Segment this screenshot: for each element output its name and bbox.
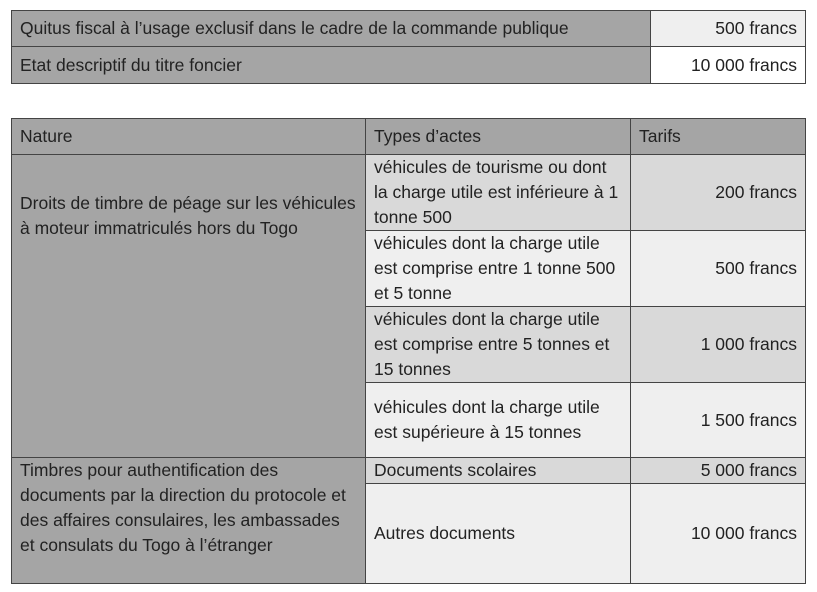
table-row	[12, 11, 806, 47]
tarif-cell: 1 000 francs	[631, 307, 806, 383]
tarif-cell: 10 000 francs	[651, 47, 806, 84]
fee-table-top	[11, 10, 806, 84]
tarif-cell: 500 francs	[651, 11, 806, 47]
tarif-cell: 5 000 francs	[631, 458, 806, 484]
type-cell: véhicules de tourisme ou dont la charge utile est inférieure à 1 tonne 500	[366, 155, 631, 231]
tarif-cell: 500 francs	[631, 231, 806, 307]
type-cell: véhicules dont la charge utile est comprise entre 5 tonnes et 15 tonnes	[366, 307, 631, 383]
header-nature: Nature	[12, 119, 366, 155]
table-row	[12, 155, 806, 231]
nature-cell: Etat descriptif du titre foncier	[12, 47, 651, 84]
header-row	[12, 119, 806, 155]
header-tarifs: Tarifs	[631, 119, 806, 155]
table-row	[12, 458, 806, 484]
nature-cell: Droits de timbre de péage sur les véhicules à moteur immatriculés hors du Togo	[12, 155, 366, 458]
fee-table-main	[11, 118, 806, 584]
tarif-cell: 1 500 francs	[631, 383, 806, 458]
type-cell: Autres documents	[366, 484, 631, 584]
nature-cell: Quitus fiscal à l’usage exclusif dans le cadre de la commande publique	[12, 11, 651, 47]
type-cell: Documents scolaires	[366, 458, 631, 484]
header-types: Types d’actes	[366, 119, 631, 155]
table-row	[12, 47, 806, 84]
tarif-cell: 200 francs	[631, 155, 806, 231]
type-cell: véhicules dont la charge utile est supérieure à 15 tonnes	[366, 383, 631, 458]
type-cell: véhicules dont la charge utile est comprise entre 1 tonne 500 et 5 tonne	[366, 231, 631, 307]
tarif-cell: 10 000 francs	[631, 484, 806, 584]
nature-cell: Timbres pour authentification des documents par la direction du protocole et des affaires consulaires, les ambassades et consulats du Togo à l’étranger	[12, 458, 366, 584]
